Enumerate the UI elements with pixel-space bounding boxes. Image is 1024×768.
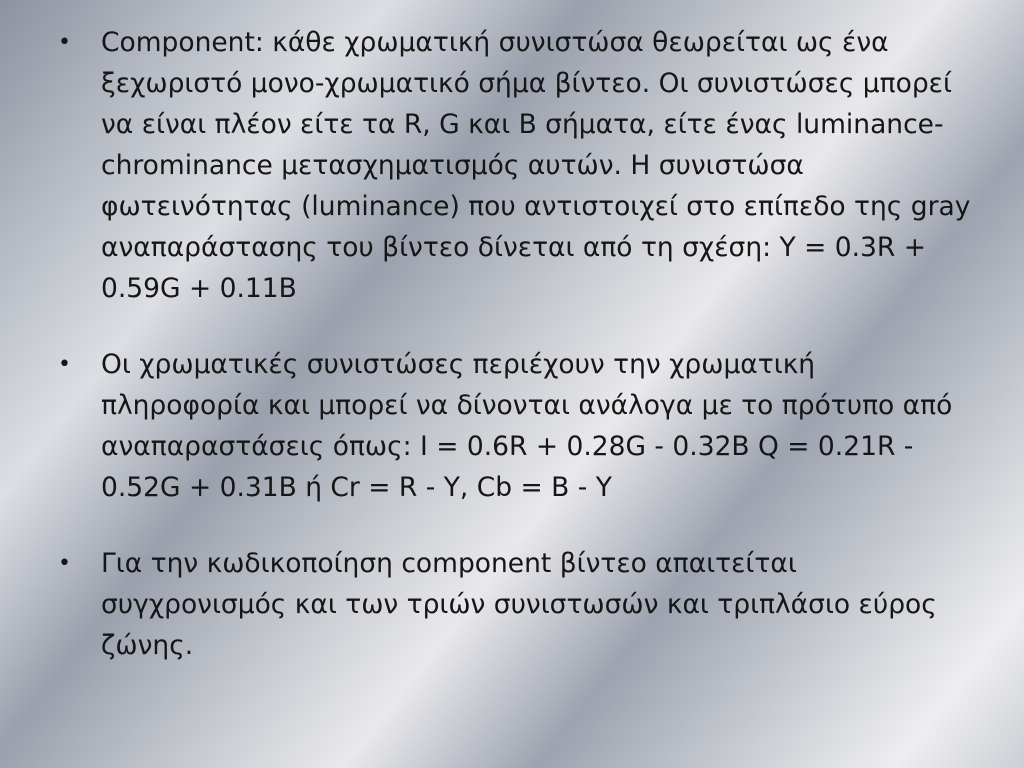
bullet-list	[58, 22, 978, 701]
bullet-text: Για την κωδικοποίηση component βίντεο απαιτείται συγχρονισμός και των τριών συνιστωσών και τριπλάσιο εύρος ζώνης.	[101, 548, 937, 661]
bullet-text: Οι χρωματικές συνιστώσες περιέχουν την χρωματική πληροφορία και μπορεί να δίνονται ανάλογα με το πρότυπο από αναπαραστάσεις όπως: I = 0.6R + 0.28G - 0.32B Q = 0.21R - 0.52G + 0.31B ή Cr = R - Y, Cb = B - Y	[101, 349, 953, 503]
bullet-marker: •	[58, 30, 71, 55]
bullet-item-chroma	[58, 344, 978, 508]
bullet-text: Component: κάθε χρωματική συνιστώσα θεωρείται ως ένα ξεχωριστό μονο-χρωματικό σήμα βίντεο. Οι συνιστώσες μπορεί να είναι πλέον είτε τα R, G και B σήματα, είτε ένας luminance-chrominance μετασχηματισμός αυτών. Η συνιστώσα φωτεινότητας (luminance) που αντιστοιχεί στο επίπεδο της gray αναπαράστασης του βίντεο δίνεται από τη σχέση: Y = 0.3R + 0.59G + 0.11B	[101, 27, 971, 304]
bullet-marker: •	[58, 352, 71, 377]
bullet-item-component	[58, 22, 978, 309]
bullet-marker: •	[58, 551, 71, 576]
bullet-item-encoding	[58, 543, 978, 666]
